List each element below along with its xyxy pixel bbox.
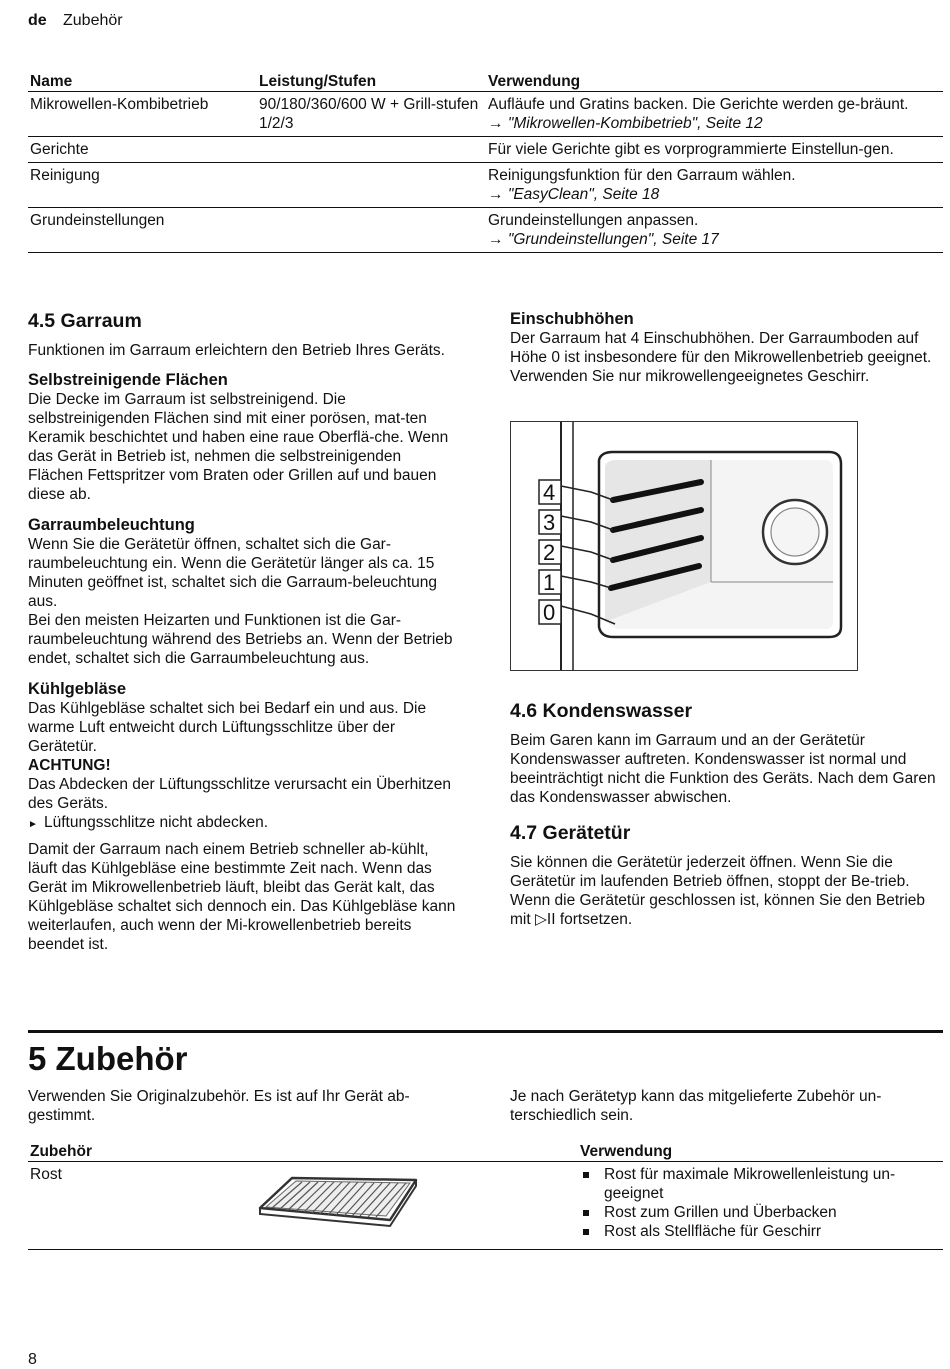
self-cleaning-text: Die Decke im Garraum ist selbstreinigend. Die selbstreinigenden Flächen sind mit einer porösen, mat-ten Keramik beschichtet und haben eine raue Oberflä-che. Wenn das Gerät in Betrieb ist, nehmen die selbstreinigenden Flächen Fettspritzer vom Braten oder Grillen auf und bauen diese ab. (28, 391, 449, 503)
cross-reference-link[interactable]: "Mikrowellen-Kombibetrieb", Seite 12 (507, 115, 763, 132)
table-header-row (28, 1140, 943, 1162)
row-name: Reinigung (28, 163, 257, 208)
heading-cooling-fan: Kühlgebläse (28, 680, 127, 698)
play-pause-icon: ▷II (534, 911, 556, 928)
table-row (28, 208, 943, 253)
table-row (28, 92, 943, 137)
rack-levels-illustration (510, 421, 858, 671)
accessory-uses (578, 1162, 943, 1250)
garraum-intro: Funktionen im Garraum erleichtern den Betrieb Ihres Geräts. (28, 342, 445, 359)
level-label-4: 4 (543, 480, 556, 505)
accessory-cell (28, 1162, 578, 1250)
row-name: Gerichte (28, 137, 257, 163)
section-title-garraum: 4.5 Garraum (28, 310, 142, 332)
row-level (257, 208, 486, 253)
level-label-3: 3 (543, 510, 556, 535)
col-header-name: Name (28, 70, 257, 92)
header-section: Zubehör (63, 12, 123, 29)
warning-text: Das Abdecken der Lüftungsschlitze verursacht ein Überhitzen des Geräts. (28, 776, 452, 812)
warning-action-text: Lüftungsschlitze nicht abdecken. (44, 814, 269, 831)
triangle-bullet-icon: ► (28, 819, 38, 830)
oven-diagram (511, 422, 857, 670)
row-use-text: Grundeinstellungen anpassen. (488, 212, 699, 229)
door-text-a: Sie können die Gerätetür jederzeit öffnen. Wenn Sie die Gerätetür im laufenden Betrieb öffnen, stoppt der Be-trieb. Wenn die Gerätetür geschlossen ist, können Sie den Betrieb mit (510, 854, 926, 928)
table-row (28, 163, 943, 208)
wire-rack-image (256, 1164, 422, 1228)
functions-table (28, 70, 943, 253)
table-row (28, 1162, 943, 1250)
row-use (486, 92, 943, 137)
warning-title: ACHTUNG! (28, 757, 111, 774)
list-item: Rost für maximale Mikrowellenleistung un-geeignet (580, 1165, 941, 1203)
col-header-use: Verwendung (486, 70, 943, 92)
table-header-row (28, 70, 943, 92)
row-use (486, 163, 943, 208)
cooling-fan-text-2: Damit der Garraum nach einem Betrieb schneller ab-kühlt, läuft das Kühlgebläse eine bestimmte Zeit nach. Wenn das Gerät im Mikrowellenbetrieb läuft, bleibt das Gerät kalt, das Kühlgebläse schaltet sich dennoch ein. Das Kühlgebläse kann weiterlaufen, auch wenn der Mi-krowellenbetrieb bereits beendet ist. (28, 841, 456, 953)
heading-rack-levels: Einschubhöhen (510, 310, 634, 328)
row-use (486, 208, 943, 253)
col-header-accessory: Zubehör (28, 1140, 578, 1162)
list-item: Rost als Stellfläche für Geschirr (580, 1222, 941, 1241)
accessory-use-list (580, 1165, 941, 1241)
level-label-0: 0 (543, 600, 556, 625)
row-use-text: Reinigungsfunktion für den Garraum wählen. (488, 167, 796, 184)
door-text (510, 853, 942, 929)
list-item: Rost zum Grillen und Überbacken (580, 1203, 941, 1222)
arrow-right-icon: → (488, 115, 504, 132)
left-column (28, 309, 460, 954)
chapter-title: 5 Zubehör (28, 1040, 188, 1077)
row-level (257, 137, 486, 163)
level-label-2: 2 (543, 540, 556, 565)
level-label-1: 1 (543, 570, 556, 595)
col-header-use: Verwendung (578, 1140, 943, 1162)
arrow-right-icon: → (488, 186, 504, 203)
accessories-table (28, 1140, 943, 1250)
cross-reference-link[interactable]: "Grundeinstellungen", Seite 17 (507, 231, 719, 248)
cooling-fan-text: Das Kühlgebläse schaltet sich bei Bedarf ein und aus. Die warme Luft entweicht durch Lüftungsschlitze über der Gerätetür. (28, 700, 427, 755)
heading-self-cleaning: Selbstreinigende Flächen (28, 371, 228, 389)
row-use-text: Aufläufe und Gratins backen. Die Gerichte werden ge-bräunt. (488, 96, 909, 113)
row-level (257, 163, 486, 208)
lighting-text-2: Bei den meisten Heizarten und Funktionen ist die Gar-raumbeleuchtung während des Betriebs an. Wenn der Betrieb endet, schaltet sich die Garraumbeleuchtung aus. (28, 612, 453, 667)
condensation-text: Beim Garen kann im Garraum und an der Gerätetür Kondenswasser auftreten. Kondenswasser ist normal und beeinträchtigt nicht die Funktion des Geräts. Nach dem Garen das Kondenswasser abwischen. (510, 732, 936, 806)
right-column (510, 309, 942, 386)
arrow-right-icon: → (488, 231, 504, 248)
row-name: Mikrowellen-Kombibetrieb (28, 92, 257, 137)
row-name: Grundeinstellungen (28, 208, 257, 253)
lighting-text-1: Wenn Sie die Gerätetür öffnen, schaltet sich die Gar-raumbeleuchtung ein. Wenn die Gerätetür länger als ca. 15 Minuten geöffnet ist, schaltet sich die Garraum-beleuchtung aus. (28, 536, 437, 610)
accessory-name: Rost (30, 1166, 62, 1183)
col-header-level: Leistung/Stufen (257, 70, 486, 92)
accessories-intro-left: Verwenden Sie Originalzubehör. Es ist auf Ihr Gerät ab-gestimmt. (28, 1088, 410, 1124)
table-row (28, 137, 943, 163)
section-title-door: 4.7 Gerätetür (510, 822, 631, 844)
row-level (257, 92, 486, 137)
cross-reference-link[interactable]: "EasyClean", Seite 18 (507, 186, 660, 203)
chapter-divider (28, 1030, 943, 1033)
row-level-text: 90/180/360/600 W + Grill-stufen 1/2/3 (259, 96, 479, 132)
section-title-condensation: 4.6 Kondenswasser (510, 700, 693, 722)
header-language: de (28, 12, 47, 29)
heading-lighting: Garraumbeleuchtung (28, 516, 195, 534)
right-column-lower (510, 699, 942, 929)
page-number: 8 (28, 1351, 37, 1368)
rack-levels-text: Der Garraum hat 4 Einschubhöhen. Der Garraumboden auf Höhe 0 ist insbesondere für den Mikrowellenbetrieb geeignet. Verwenden Sie nur mikrowellengeeignetes Geschirr. (510, 330, 932, 385)
door-text-b: fortsetzen. (559, 911, 633, 928)
warning-action (28, 813, 460, 834)
accessories-intro-right: Je nach Gerätetyp kann das mitgelieferte Zubehör un-terschiedlich sein. (510, 1088, 882, 1124)
row-use: Für viele Gerichte gibt es vorprogrammierte Einstellun-gen. (486, 137, 943, 163)
